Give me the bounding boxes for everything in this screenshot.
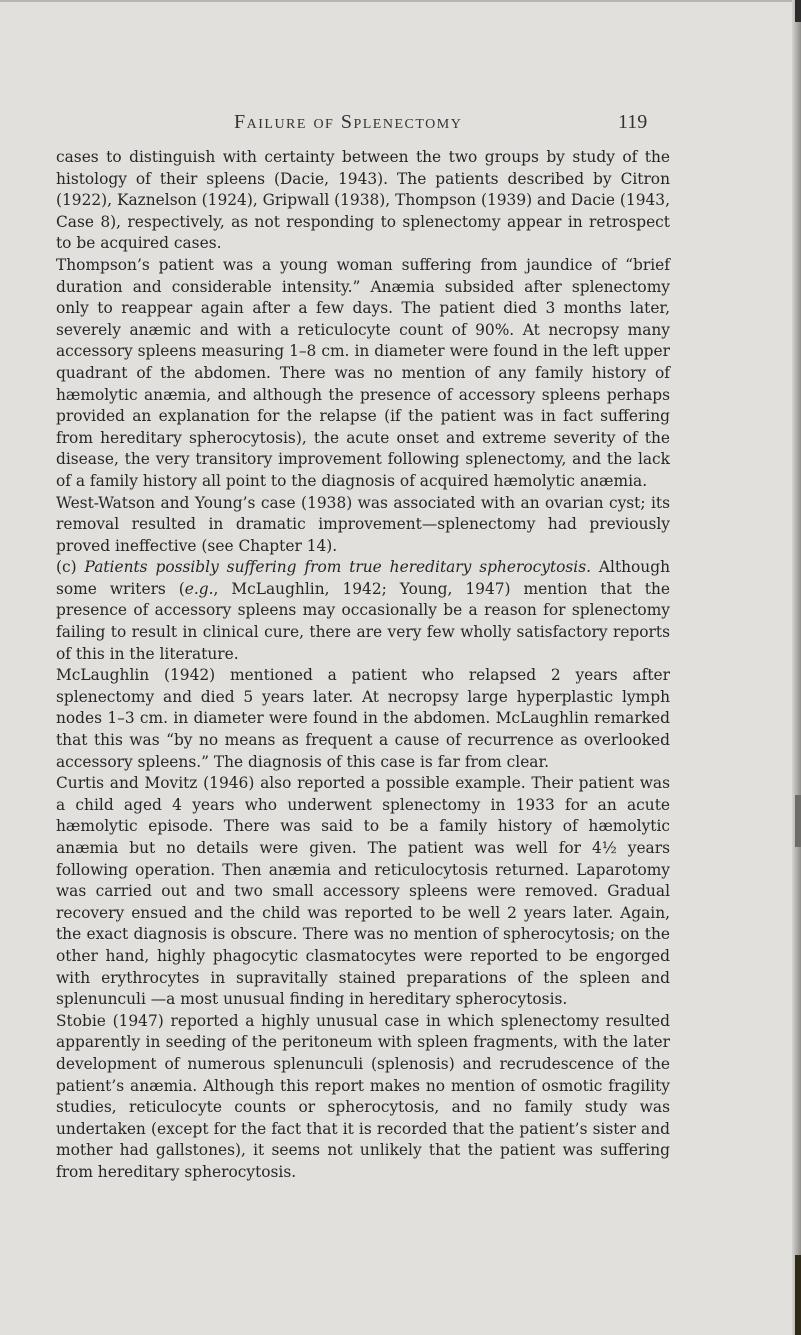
paragraph-5: McLaughlin (1942) mentioned a patient who relapsed 2 years after splenectomy and died 5 years later. At necropsy large hyperplastic lymph nodes 1–3 cm. in diameter were found in the abdomen. McLaughlin remarked that this was “by no means as frequent a cause of recurrence as overlooked accessory spleens.” The diagnosis of this case is far from clear. [56,666,670,771]
page-header [0,111,801,139]
paragraph-6: Curtis and Movitz (1946) also reported a possible example. Their patient was a child aged 4 years who underwent splenectomy in 1933 for an acute hæmolytic episode. There was said to be a family history of hæmolytic anæmia but no details were given. The patient was well for 4½ years following operation. Then anæmia and reticulocytosis returned. Laparotomy was carried out and two small accessory spleens were removed. Gradual recovery ensued and the child was reported to be well 2 years later. Again, the exact diagnosis is obscure. There was no mention of spherocytosis; on the other hand, highly phagocytic clasmatocytes were reported to be engorged with erythrocytes in supravitally stained preparations of the spleen and splenunculi —a most unusual finding in hereditary spherocytosis. [56,774,670,1009]
paragraph-7: Stobie (1947) reported a highly unusual case in which splenectomy resulted apparently in seeding of the peritoneum with spleen fragments, with the later development of numerous splenunculi (splenosis) and recrudescence of the patient’s anæmia. Although this report makes no mention of osmotic fragility studies, reticulocyte counts or spherocytosis, and no family study was undertaken (except for the fact that it is recorded that the patient’s sister and mother had gallstones), it seems not unlikely that the patient was suffering from hereditary spherocytosis. [56,1011,670,1181]
paragraph-3: West-Watson and Young’s case (1938) was associated with an ovarian cyst; its removal resulted in dramatic improvement—splenectomy had previously proved ineffective (see Chapter 14). [56,493,670,555]
paragraph-4-text-a: Although some writers ( [56,558,670,598]
section-label: (c) [56,558,77,577]
edge-mark-top [795,0,801,22]
running-title: Failure of Splenectomy [234,111,463,133]
page-binding-shadow [792,0,801,1335]
section-heading: Patients possibly suffering from true hereditary spherocytosis. [84,558,592,577]
paragraph-4-text-b: , McLaughlin, 1942; Young, 1947) mention that the presence of accessory spleens may occasionally be a reason for splenectomy failing to result in clinical cure, there are very few wholly satisfactory reports of this in the literature. [56,579,670,663]
paragraph-2: Thompson’s patient was a young woman suffering from jaundice of “brief duration and considerable intensity.” Anæmia subsided after splenectomy only to reappear again after a few days. The patient died 3 months later, severely anæmic and with a reticulocyte count of 90%. At necropsy many accessory spleens measuring 1–8 cm. in diameter were found in the left upper quadrant of the abdomen. There was no mention of any family history of hæmolytic anæmia, and although the presence of accessory spleens perhaps provided an explanation for the relapse (if the patient was in fact suffering from hereditary spherocytosis), the acute onset and extreme severity of the disease, the very transitory improvement following splenectomy, and the lack of a family history all point to the diagnosis of acquired hæmolytic anæmia. [56,255,670,490]
edge-mark-bottom [795,1255,801,1335]
paragraph-1: cases to distinguish with certainty between the two groups by study of the histology of their spleens (Dacie, 1943). The patients described by Citron (1922), Kaznelson (1924), Gripwall (1938), Thompson (1939) and Dacie (1943, Case 8), respectively, as not responding to splenectomy appear in retrospect to be acquired cases. [56,148,670,253]
page-number: 119 [618,111,648,133]
paragraph-4 [56,557,670,665]
page-body [56,147,670,1184]
paragraph-4-eg: e.g. [184,579,214,598]
page-top-edge [0,0,801,2]
edge-mark-middle [795,795,801,847]
